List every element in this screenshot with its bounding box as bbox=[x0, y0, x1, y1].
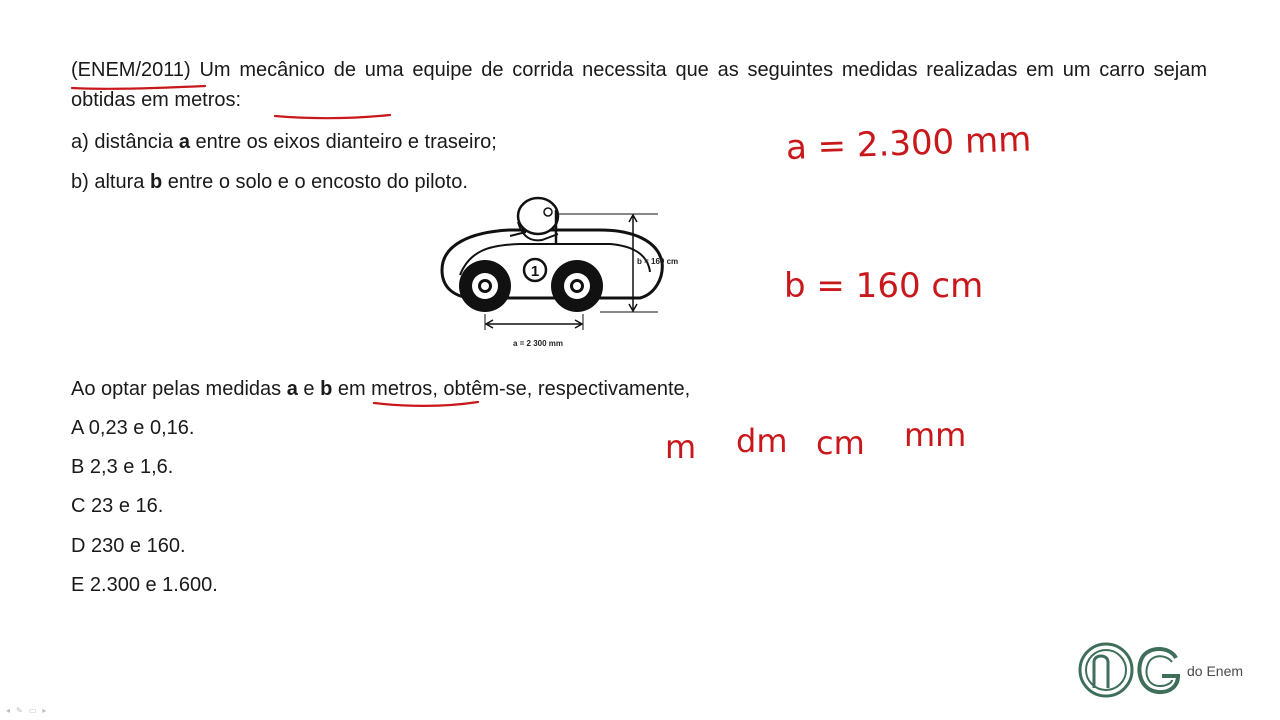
label-a: a = 2 300 mm bbox=[512, 339, 564, 348]
prev-icon[interactable]: ◂ bbox=[6, 706, 17, 715]
ask-rest: , obtêm-se, respectivamente, bbox=[432, 378, 691, 400]
ask-var-a: a bbox=[286, 378, 298, 400]
annotation-unit-cm: cm bbox=[816, 424, 865, 462]
option-text: 23 e 16. bbox=[85, 495, 164, 517]
underline-enem bbox=[72, 86, 205, 89]
option-text: 2.300 e 1.600. bbox=[84, 574, 218, 596]
ask-prefix: Ao optar pelas medidas bbox=[71, 378, 287, 400]
question-intro-text: Um mecânico de uma equipe de corrida necessita que as seguintes medidas realizadas em um carro sejam obtidas bbox=[71, 59, 1207, 111]
ask-underlined-units: em metros bbox=[337, 378, 433, 400]
pen-icon[interactable]: ✎ bbox=[16, 706, 29, 715]
intro-colon: : bbox=[235, 89, 242, 111]
ask-var-b: b bbox=[320, 378, 333, 400]
annotation-unit-m: m bbox=[665, 428, 697, 466]
annotation-b-value: b = 160 cm bbox=[784, 266, 984, 306]
item-a-variable: a bbox=[178, 131, 190, 153]
question-source: (ENEM/2011) bbox=[71, 59, 191, 81]
annotation-unit-mm: mm bbox=[904, 416, 967, 454]
item-a-prefix: a) distância bbox=[71, 131, 179, 153]
item-a-text: entre os eixos dianteiro e traseiro; bbox=[189, 131, 497, 153]
car-number: 1 bbox=[530, 263, 540, 280]
ask-mid: e bbox=[297, 378, 321, 400]
option-letter: B bbox=[71, 456, 85, 478]
item-b-text: entre o solo e o encosto do piloto. bbox=[162, 171, 468, 193]
option-text: 0,23 e 0,16. bbox=[83, 417, 195, 439]
menu-icon[interactable]: ▸ bbox=[42, 706, 53, 715]
option-text: 2,3 e 1,6. bbox=[84, 456, 174, 478]
logo-text: do Enem bbox=[1187, 663, 1244, 679]
slide-controls[interactable] bbox=[6, 706, 52, 715]
intro-underlined-units: em metros bbox=[141, 89, 236, 111]
underline-em-metros-top bbox=[275, 115, 390, 118]
option-letter: E bbox=[71, 574, 85, 596]
item-b-prefix: b) altura bbox=[71, 171, 150, 193]
option-letter: A bbox=[71, 417, 84, 439]
screen-icon[interactable]: ▭ bbox=[28, 706, 43, 715]
logo-mark bbox=[1076, 640, 1188, 700]
option-letter: C bbox=[71, 495, 86, 517]
label-b: b = 160 cm bbox=[637, 257, 679, 266]
underline-em-metros-bottom bbox=[374, 402, 478, 406]
option-text: 230 e 160. bbox=[85, 535, 186, 557]
annotation-a-value: a = 2.300 mm bbox=[785, 119, 1032, 168]
option-letter: D bbox=[71, 535, 86, 557]
annotation-unit-dm: dm bbox=[736, 422, 788, 460]
item-b-variable: b bbox=[149, 171, 163, 193]
